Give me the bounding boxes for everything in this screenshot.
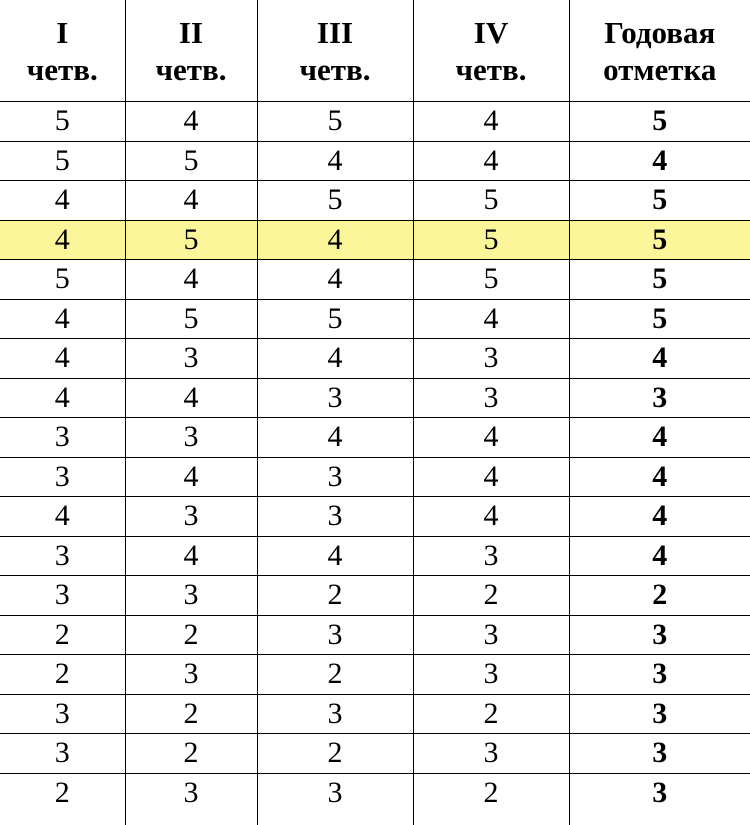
quarter-3-grade-cell: 4 <box>257 260 413 300</box>
annual-grade-cell: 3 <box>569 773 750 825</box>
header-annual-grade-line2: отметка <box>570 52 750 87</box>
quarter-2-grade-cell: 2 <box>125 734 257 774</box>
annual-grade-cell: 2 <box>569 576 750 616</box>
annual-grade-cell: 3 <box>569 378 750 418</box>
quarter-3-grade-cell: 5 <box>257 102 413 142</box>
quarter-2-grade-cell: 4 <box>125 378 257 418</box>
quarter-4-grade-cell: 3 <box>413 536 569 576</box>
header-row <box>0 0 750 102</box>
annual-grade-cell: 5 <box>569 102 750 142</box>
quarter-2-grade-cell: 4 <box>125 181 257 221</box>
quarter-4-grade-cell: 4 <box>413 299 569 339</box>
header-annual-grade-line1: Годовая <box>570 15 750 50</box>
quarter-3-grade-cell: 2 <box>257 576 413 616</box>
quarter-4-grade-cell: 4 <box>413 497 569 537</box>
table-row <box>0 773 750 825</box>
quarter-3-grade-cell: 5 <box>257 299 413 339</box>
quarter-3-grade-cell: 4 <box>257 220 413 260</box>
annual-grade-cell: 4 <box>569 457 750 497</box>
table-row <box>0 260 750 300</box>
quarter-2-grade-cell: 5 <box>125 299 257 339</box>
quarter-1-grade-cell: 4 <box>0 220 125 260</box>
quarter-4-grade-cell: 3 <box>413 378 569 418</box>
quarter-1-grade-cell: 5 <box>0 102 125 142</box>
annual-grade-cell: 4 <box>569 497 750 537</box>
header-quarter-1-label: четв. <box>0 52 125 87</box>
quarter-1-grade-cell: 2 <box>0 655 125 695</box>
quarter-2-grade-cell: 4 <box>125 102 257 142</box>
quarter-3-grade-cell: 4 <box>257 418 413 458</box>
quarter-3-grade-cell: 3 <box>257 615 413 655</box>
quarter-4-grade-cell: 3 <box>413 615 569 655</box>
quarter-2-grade-cell: 5 <box>125 220 257 260</box>
annual-grade-cell: 3 <box>569 734 750 774</box>
quarter-3-grade-cell: 2 <box>257 734 413 774</box>
quarter-1-grade-cell: 3 <box>0 694 125 734</box>
header-quarter-4-label: четв. <box>414 52 569 87</box>
header-quarter-2-number: II <box>126 15 257 50</box>
annual-grade-cell: 5 <box>569 299 750 339</box>
table-row <box>0 378 750 418</box>
table-row <box>0 694 750 734</box>
header-quarter-4-number: IV <box>414 15 569 50</box>
table-row <box>0 418 750 458</box>
annual-grade-cell: 5 <box>569 260 750 300</box>
quarter-4-grade-cell: 3 <box>413 339 569 379</box>
quarter-1-grade-cell: 2 <box>0 615 125 655</box>
quarter-1-grade-cell: 4 <box>0 378 125 418</box>
table-row <box>0 655 750 695</box>
quarter-1-grade-cell: 4 <box>0 299 125 339</box>
header-quarter-1-number: I <box>0 15 125 50</box>
quarter-1-grade-cell: 5 <box>0 260 125 300</box>
quarter-1-grade-cell: 3 <box>0 536 125 576</box>
table-header <box>0 0 750 102</box>
quarter-4-grade-cell: 5 <box>413 220 569 260</box>
quarter-3-grade-cell: 3 <box>257 378 413 418</box>
table-row <box>0 181 750 221</box>
quarter-1-grade-cell: 4 <box>0 181 125 221</box>
quarter-3-grade-cell: 5 <box>257 181 413 221</box>
quarter-1-grade-cell: 3 <box>0 457 125 497</box>
annual-grade-cell: 5 <box>569 220 750 260</box>
quarter-4-grade-cell: 3 <box>413 655 569 695</box>
quarter-4-grade-cell: 2 <box>413 694 569 734</box>
quarter-4-grade-cell: 5 <box>413 260 569 300</box>
quarter-3-grade-cell: 2 <box>257 655 413 695</box>
quarter-4-grade-cell: 4 <box>413 418 569 458</box>
table-row <box>0 299 750 339</box>
quarter-2-grade-cell: 3 <box>125 655 257 695</box>
table-row <box>0 576 750 616</box>
annual-grade-cell: 5 <box>569 181 750 221</box>
annual-grade-cell: 3 <box>569 615 750 655</box>
quarter-2-grade-cell: 4 <box>125 536 257 576</box>
table-row <box>0 615 750 655</box>
annual-grade-cell: 4 <box>569 536 750 576</box>
quarter-1-grade-cell: 3 <box>0 734 125 774</box>
quarter-2-grade-cell: 5 <box>125 141 257 181</box>
quarter-3-grade-cell: 4 <box>257 536 413 576</box>
quarter-4-grade-cell: 2 <box>413 576 569 616</box>
header-quarter-3 <box>257 0 413 102</box>
header-quarter-3-label: четв. <box>258 52 413 87</box>
table-row <box>0 734 750 774</box>
header-annual-grade <box>569 0 750 102</box>
quarter-1-grade-cell: 4 <box>0 339 125 379</box>
quarter-2-grade-cell: 4 <box>125 457 257 497</box>
table-row <box>0 220 750 260</box>
table-row <box>0 339 750 379</box>
table-row <box>0 102 750 142</box>
quarter-3-grade-cell: 3 <box>257 497 413 537</box>
table-row <box>0 141 750 181</box>
quarter-1-grade-cell: 2 <box>0 773 125 825</box>
header-quarter-4 <box>413 0 569 102</box>
quarter-4-grade-cell: 5 <box>413 181 569 221</box>
table-row <box>0 457 750 497</box>
annual-grade-cell: 3 <box>569 694 750 734</box>
quarter-2-grade-cell: 3 <box>125 418 257 458</box>
quarter-4-grade-cell: 4 <box>413 457 569 497</box>
quarter-2-grade-cell: 3 <box>125 773 257 825</box>
annual-grade-cell: 4 <box>569 141 750 181</box>
quarter-4-grade-cell: 4 <box>413 102 569 142</box>
annual-grade-cell: 4 <box>569 418 750 458</box>
quarter-4-grade-cell: 3 <box>413 734 569 774</box>
header-quarter-3-number: III <box>258 15 413 50</box>
quarter-1-grade-cell: 3 <box>0 418 125 458</box>
annual-grade-cell: 4 <box>569 339 750 379</box>
header-quarter-2-label: четв. <box>126 52 257 87</box>
annual-grade-cell: 3 <box>569 655 750 695</box>
quarter-1-grade-cell: 3 <box>0 576 125 616</box>
quarter-2-grade-cell: 2 <box>125 694 257 734</box>
quarter-3-grade-cell: 4 <box>257 339 413 379</box>
quarter-1-grade-cell: 5 <box>0 141 125 181</box>
table-body <box>0 102 750 825</box>
quarter-2-grade-cell: 2 <box>125 615 257 655</box>
quarter-4-grade-cell: 2 <box>413 773 569 825</box>
quarter-3-grade-cell: 3 <box>257 694 413 734</box>
table-row <box>0 497 750 537</box>
quarter-3-grade-cell: 3 <box>257 457 413 497</box>
quarter-1-grade-cell: 4 <box>0 497 125 537</box>
header-quarter-1 <box>0 0 125 102</box>
header-quarter-2 <box>125 0 257 102</box>
quarter-2-grade-cell: 3 <box>125 576 257 616</box>
quarter-3-grade-cell: 4 <box>257 141 413 181</box>
quarter-3-grade-cell: 3 <box>257 773 413 825</box>
quarter-2-grade-cell: 4 <box>125 260 257 300</box>
table-row <box>0 536 750 576</box>
quarter-2-grade-cell: 3 <box>125 339 257 379</box>
quarter-2-grade-cell: 3 <box>125 497 257 537</box>
quarter-4-grade-cell: 4 <box>413 141 569 181</box>
